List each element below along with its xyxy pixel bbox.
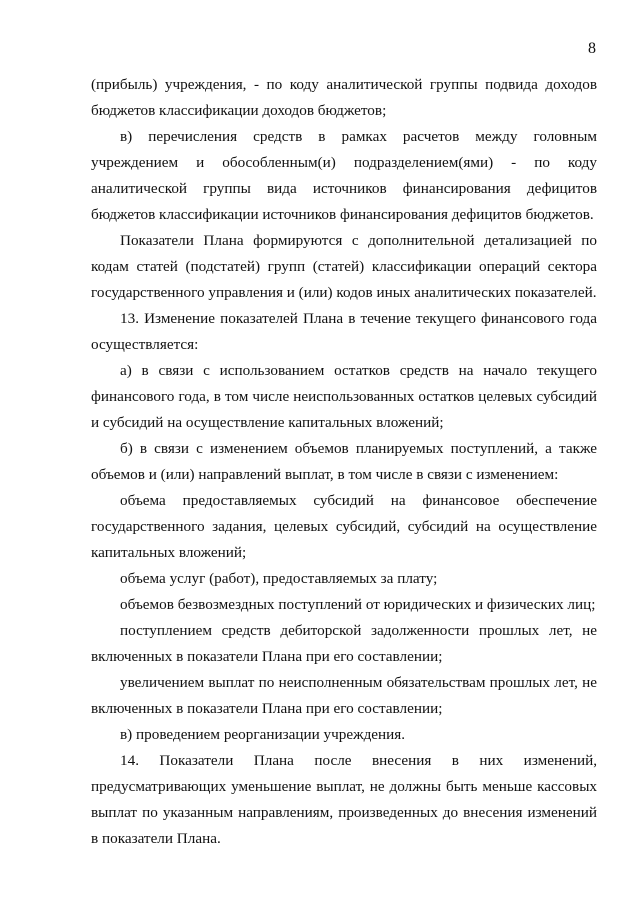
- paragraph-subsidies-volume: объема предоставляемых субсидий на финансовое обеспечение государственного задания, целевых субсидий, субсидий на осуществление капитальных вложений;: [91, 492, 597, 561]
- paragraph-continuation: (прибыль) учреждения, - по коду аналитической группы подвида доходов бюджетов классификации доходов бюджетов;: [91, 76, 597, 119]
- page-number: 8: [588, 40, 596, 57]
- paragraph-item-b: б) в связи с изменением объемов планируемых поступлений, а также объемов и (или) направлений выплат, в том числе в связи с изменением:: [91, 440, 597, 483]
- paragraph-receivables: поступлением средств дебиторской задолженности прошлых лет, не включенных в показатели Плана при его составлении;: [91, 622, 597, 665]
- paragraph-section-13: 13. Изменение показателей Плана в течение текущего финансового года осуществляется:: [91, 310, 597, 353]
- paragraph-item-a: а) в связи с использованием остатков средств на начало текущего финансового года, в том числе неиспользованных остатков целевых субсидий и субсидий на осуществление капитальных вложений;: [91, 362, 597, 431]
- paragraph-plan-indicators: Показатели Плана формируются с дополнительной детализацией по кодам статей (подстатей) групп (статей) классификации операций сектора государственного управления и (или) кодов иных аналитических показателей.: [91, 232, 597, 301]
- paragraph-paid-services: объема услуг (работ), предоставляемых за плату;: [120, 570, 438, 587]
- paragraph-gratuitous-receipts: объемов безвозмездных поступлений от юридических и физических лиц;: [120, 596, 596, 613]
- paragraph-item-v-reorganization: в) проведением реорганизации учреждения.: [120, 726, 406, 743]
- paragraph-section-14: 14. Показатели Плана после внесения в них изменений, предусматривающих уменьшение выплат, не должны быть меньше кассовых выплат по указанным направлениям, произведенных до внесения изменений в показатели Плана.: [91, 752, 597, 847]
- document-body: [91, 72, 597, 852]
- paragraph-item-v: в) перечисления средств в рамках расчетов между головным учреждением и обособленным(и) подразделением(ями) - по коду аналитической группы вида источников финансирования дефицитов бюджетов классификации источников финансирования дефицитов бюджетов.: [91, 128, 597, 223]
- paragraph-unfulfilled-obligations: увеличением выплат по неисполненным обязательствам прошлых лет, не включенных в показатели Плана при его составлении;: [91, 674, 597, 717]
